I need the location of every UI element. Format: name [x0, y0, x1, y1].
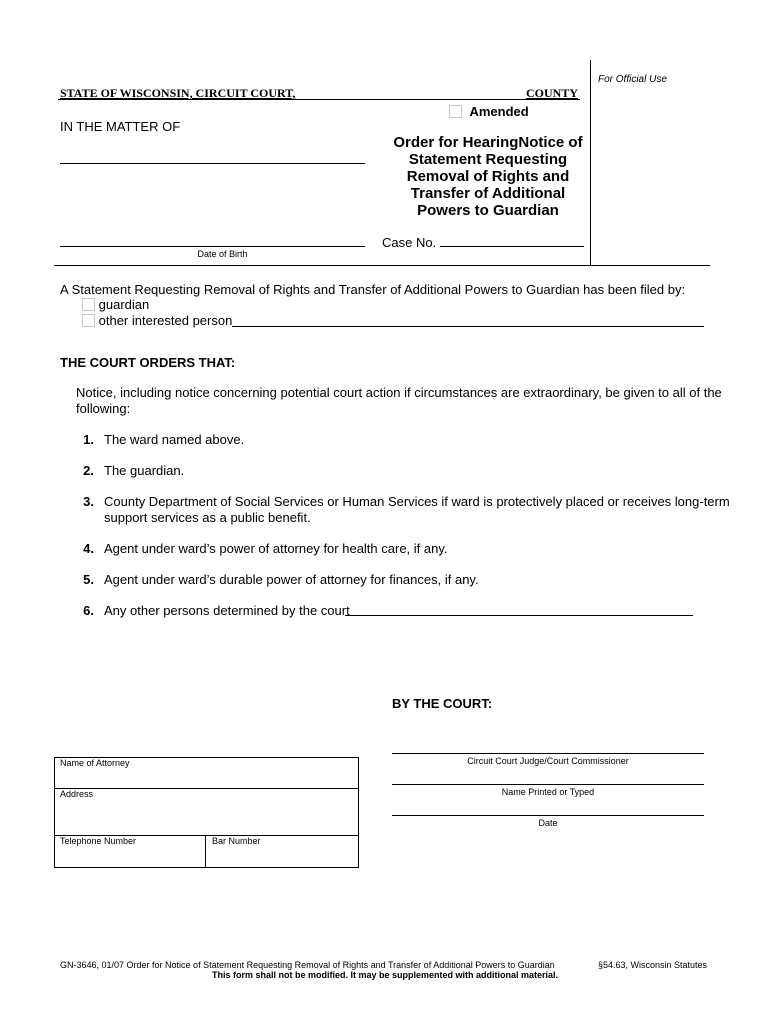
filed-by-intro: A Statement Requesting Removal of Rights and Transfer of Additional Powers to Guardian has been filed by: [60, 282, 686, 297]
item-number: 5. [83, 572, 94, 587]
judge-signature-line[interactable] [392, 753, 704, 754]
notice-paragraph [76, 385, 722, 417]
form-title-line: Order for HearingNotice of [393, 134, 583, 151]
attorney-box-divider [205, 835, 206, 868]
order-item-line: County Department of Social Services or Human Services if ward is protectively placed or receives long-term [104, 494, 730, 509]
date-label: Date [538, 818, 558, 828]
form-title [378, 134, 598, 219]
guardian-label: guardian [98, 297, 150, 312]
attorney-name-field[interactable]: Name of Attorney [60, 758, 130, 768]
order-item: Agent under ward’s power of attorney for health care, if any. [104, 541, 448, 556]
in-the-matter-label: IN THE MATTER OF [60, 119, 181, 134]
amended-label: Amended [469, 104, 529, 119]
matter-name-line[interactable] [60, 163, 365, 164]
order-item-line: support services as a public benefit. [104, 510, 311, 525]
bar-number-field[interactable]: Bar Number [212, 836, 261, 846]
form-title-line: Statement Requesting [408, 151, 568, 168]
date-of-birth-line[interactable] [60, 246, 365, 247]
amended-checkbox[interactable] [449, 105, 462, 118]
footer-notice: This form shall not be modified. It may be supplemented with additional material. [211, 970, 559, 980]
option-guardian[interactable] [82, 297, 149, 313]
attorney-info-box [54, 757, 359, 868]
other-person-checkbox[interactable] [82, 314, 95, 327]
court-title: STATE OF WISCONSIN, CIRCUIT COURT, [60, 86, 296, 100]
date-signature-line[interactable] [392, 815, 704, 816]
order-item [104, 494, 730, 526]
other-person-line[interactable] [232, 326, 704, 327]
order-item: The guardian. [104, 463, 185, 478]
case-no-label: Case No. [382, 235, 437, 250]
header-bottom-rule [54, 265, 710, 266]
item-number: 1. [83, 432, 94, 447]
item-number: 3. [83, 494, 94, 509]
item-number: 6. [83, 603, 94, 618]
telephone-field[interactable]: Telephone Number [60, 836, 137, 846]
county-label: COUNTY [526, 86, 579, 100]
option-other[interactable] [82, 313, 232, 329]
footer-statute: §54.63, Wisconsin Statutes [598, 960, 708, 970]
form-title-line: Transfer of Additional [410, 185, 566, 202]
attorney-box-divider [54, 788, 359, 789]
form-title-line: Removal of Rights and [406, 168, 570, 185]
case-no-line[interactable] [440, 246, 584, 247]
notice-line: following: [76, 401, 131, 416]
guardian-checkbox[interactable] [82, 298, 95, 311]
item-number: 2. [83, 463, 94, 478]
order-item: Any other persons determined by the court [104, 603, 350, 618]
footer-form-id: GN-3646, 01/07 Order for Notice of Statement Requesting Removal of Rights and Transfer of Additional Powers to Guardian [60, 960, 555, 970]
date-of-birth-label: Date of Birth [197, 249, 248, 259]
by-the-court-label: BY THE COURT: [392, 696, 493, 711]
order-item: Agent under ward’s durable power of attorney for finances, if any. [104, 572, 479, 587]
name-printed-label: Name Printed or Typed [501, 787, 595, 797]
other-person-label: other interested person [98, 313, 233, 328]
other-persons-line[interactable] [345, 615, 693, 616]
judge-label: Circuit Court Judge/Court Commissioner [467, 756, 629, 766]
form-title-line: Powers to Guardian [417, 202, 559, 219]
notice-line: Notice, including notice concerning potential court action if circumstances are extraordinary, be given to all of the [76, 385, 722, 400]
item-number: 4. [83, 541, 94, 556]
order-item: The ward named above. [104, 432, 245, 447]
court-title-underline [58, 99, 580, 100]
official-use-label: For Official Use [598, 74, 667, 85]
orders-heading: THE COURT ORDERS THAT: [60, 355, 236, 370]
amended-field[interactable] [449, 103, 529, 121]
name-printed-line[interactable] [392, 784, 704, 785]
address-field[interactable]: Address [60, 789, 94, 799]
